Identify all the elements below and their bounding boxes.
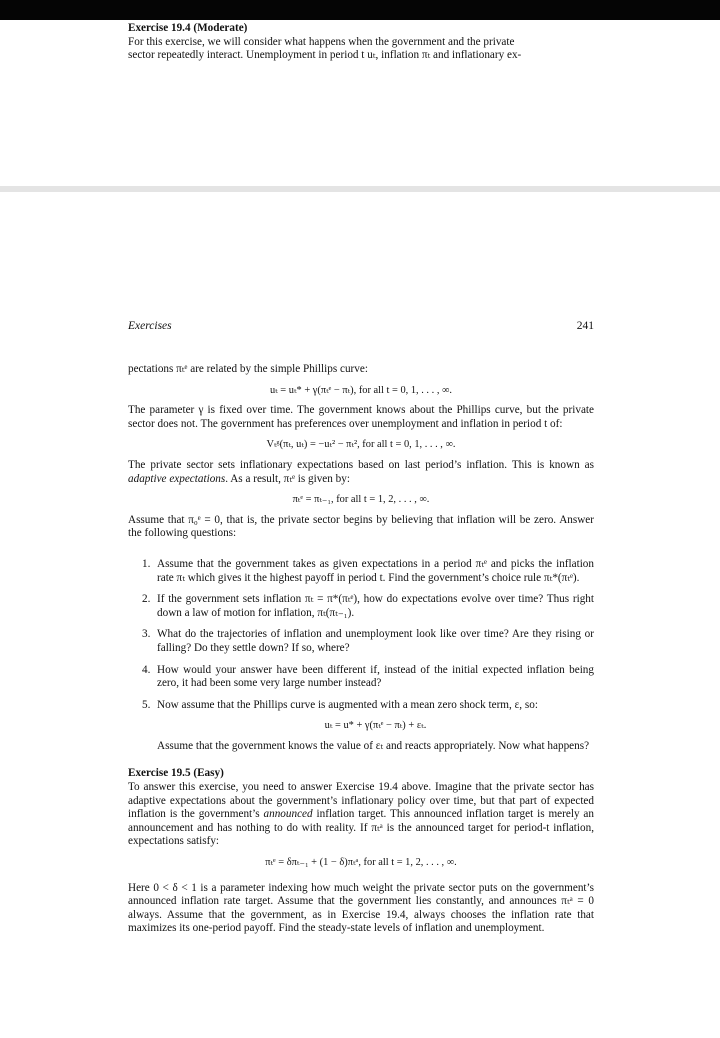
question-item <box>128 558 594 585</box>
fragment-line-1: For this exercise, we will consider what happens when the government and the private <box>128 35 515 48</box>
text-segment: The private sector sets inflationary expectations based on last period’s inflation. This is known as <box>128 458 594 471</box>
emphasis-announced: announced <box>263 808 313 821</box>
question-text: How would your answer have been different if, instead of the initial expected inflation being zero, it had been some very large number instead? <box>157 663 594 690</box>
question-text: Assume that the government takes as given expectations in a period πₜᵉ and picks the inflation rate πₜ which gives it the highest payoff in period t. Find the government’s choice rule πₜ*(πₜᵉ). <box>157 557 594 584</box>
question-number: 4. <box>142 663 151 676</box>
question-text: Now assume that the Phillips curve is augmented with a mean zero shock term, ε, so: <box>157 698 538 711</box>
question-number: 5. <box>142 698 151 711</box>
question-item <box>128 628 594 655</box>
previous-page-fragment <box>128 22 594 63</box>
question-number: 3. <box>142 628 151 641</box>
fragment-line-2: sector repeatedly interact. Unemployment in period t uₜ, inflation πₜ and inflationary ex- <box>128 49 522 62</box>
exercise-19-4-title: Exercise 19.4 (Moderate) <box>128 22 248 34</box>
emphasis-adaptive-expectations: adaptive expectations <box>128 472 226 485</box>
equation-government-payoff: Vₜᵍ(πₜ, uₜ) = −uₜ² − πₜ², for all t = 0, 1, . . . , ∞. <box>266 439 456 451</box>
paragraph-initial-assumption: Assume that π₀ᵉ = 0, that is, the private sector begins by believing that inflation will be zero. Answer the following questions: <box>128 513 594 540</box>
text-segment: . As a result, πₜᵉ is given by: <box>225 472 350 485</box>
paragraph-steady-state: Here 0 < δ < 1 is a parameter indexing how much weight the private sector puts on the government’s announced inflation rate target. Assume that the government lies constantly, and announces πₜᵃ = 0 always. Assume that the government, as in Exercise 19.4, always chooses the inflation rate that maximizes its one-period payoff. Find the steady-state levels of inflation and unemployment. <box>128 881 594 935</box>
page-body <box>128 363 594 936</box>
question-number: 2. <box>142 593 151 606</box>
question-item <box>128 593 594 620</box>
question-text: If the government sets inflation πₜ = π*(πₜᵉ), how do expectations evolve over time? Thus right down a law of motion for inflation, πₜ(πₜ₋₁). <box>157 593 594 619</box>
paragraph-announced-target <box>128 781 594 849</box>
text-segment: To answer this exercise, you need to answer Exercise 19.4 above. Imagine that the private sector has adaptive expectations about the government’s inflationary policy over time, but that part of expected inflation is the government’s <box>128 781 594 821</box>
paragraph-adaptive-expectations <box>128 459 594 486</box>
paragraph-government-preferences: The parameter γ is fixed over time. The government knows about the Phillips curve, but the private sector does not. The government has preferences over unemployment and inflation in period t of: <box>128 404 594 430</box>
equation-phillips-curve: uₜ = uₜ* + γ(πₜᵉ − πₜ), for all t = 0, 1, . . . , ∞. <box>269 384 453 396</box>
question-item <box>128 699 594 713</box>
running-head: Exercises <box>128 320 172 332</box>
equation-weighted-expectations: πₜᵉ = δπₜ₋₁ + (1 − δ)πₜᵃ, for all t = 1, 2, . . . , ∞. <box>265 857 457 869</box>
question-text: What do the trajectories of inflation and unemployment look like over time? Are they rising or falling? Do they settle down? If so, where? <box>157 628 594 654</box>
paragraph-phillips-intro: pectations πₜᵉ are related by the simple Phillips curve: <box>128 363 368 375</box>
exercise-19-5-title: Exercise 19.5 (Easy) <box>128 767 224 780</box>
question-5-continuation: Assume that the government knows the value of εₜ and reacts appropriately. Now what happens? <box>157 739 590 752</box>
page-number: 241 <box>576 320 594 332</box>
top-dark-bar <box>0 0 720 20</box>
text-segment: inflation target. This announced inflation target is merely an announcement and has nothing to do with reality. If πₜᵃ is the announced target for period-t inflation, expectations satisfy: <box>128 808 594 848</box>
equation-expectations: πₜᵉ = πₜ₋₁, for all t = 1, 2, . . . , ∞. <box>292 494 430 506</box>
question-list <box>128 558 594 712</box>
question-number: 1. <box>142 557 151 570</box>
question-item <box>128 664 594 691</box>
equation-augmented-phillips: uₜ = u* + γ(πₜᵉ − πₜ) + εₜ. <box>324 720 427 732</box>
page-separator <box>0 186 720 192</box>
